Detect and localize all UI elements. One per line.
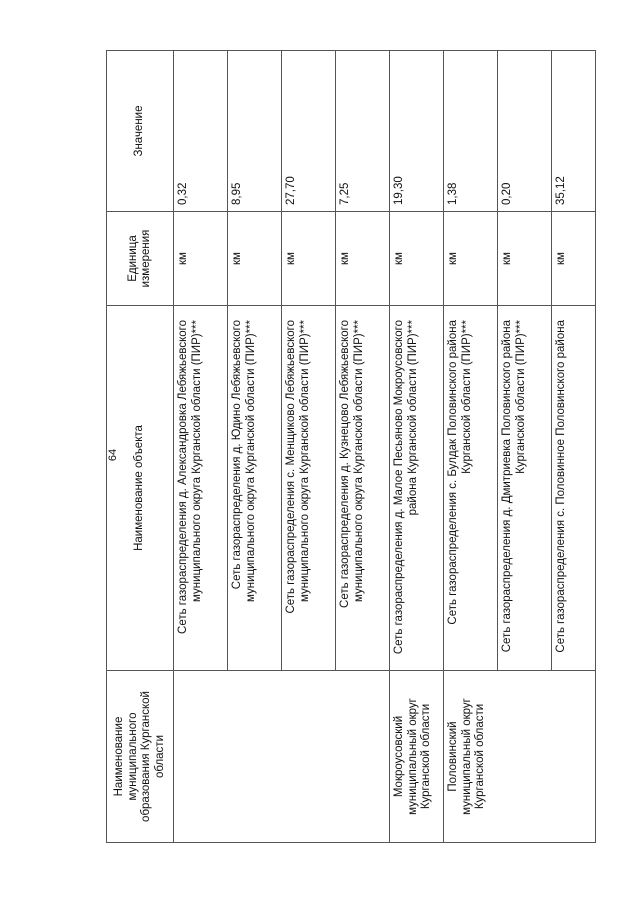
value-cell: 8,95 [228,51,282,212]
page-number: 64 [107,448,119,462]
unit-cell: км [174,212,228,306]
municipality-cell: Мокроусовский муниципальный округ Курганской области [390,671,444,843]
unit-cell: км [444,212,498,306]
header-value: Значение [107,51,174,212]
unit-cell: км [390,212,444,306]
unit-cell: км [336,212,390,306]
objects-table [106,50,596,843]
header-municipality: Наименование муниципального образования Курганской области [107,671,174,843]
unit-cell: км [282,212,336,306]
object-name-cell: Сеть газораспределения д. Александровка Лебяжьевского муниципального округа Курганской области (ПИР)*** [174,306,228,671]
object-name-cell: Сеть газораспределения с. Булдак Половинского района Курганской области (ПИР)*** [444,306,498,671]
unit-cell: км [498,212,552,306]
object-name-cell: Сеть газораспределения д. Юдино Лебяжьевского муниципального округа Курганской области (ПИР)*** [228,306,282,671]
value-cell: 35,12 [552,51,596,212]
table-row [390,51,444,843]
value-cell: 0,20 [498,51,552,212]
value-cell: 19,30 [390,51,444,212]
header-object: Наименование объекта [107,306,174,671]
object-name-cell: Сеть газораспределения д. Малое Песьяново Мокроусовского района Курганской области (ПИР)*** [390,306,444,671]
object-name-cell: Сеть газораспределения с. Половинное Половинского района [552,306,596,671]
value-cell: 7,25 [336,51,390,212]
municipality-cell: Половинский муниципальный округ Курганской области [444,671,596,843]
value-cell: 1,38 [444,51,498,212]
table-body [174,51,596,843]
object-name-cell: Сеть газораспределения д. Дмитриевка Половинского района Курганской области (ПИР)*** [498,306,552,671]
header-unit: Единица измерения [107,212,174,306]
object-name-cell: Сеть газораспределения с. Менщиково Лебяжьевского муниципального округа Курганской области (ПИР)*** [282,306,336,671]
table-row [174,51,228,843]
municipality-cell [174,671,390,843]
unit-cell: км [228,212,282,306]
value-cell: 27,70 [282,51,336,212]
table-row [444,51,498,843]
value-cell: 0,32 [174,51,228,212]
table-header-row [107,51,174,843]
object-name-cell: Сеть газораспределения д. Кузнецово Лебяжьевского муниципального округа Курганской области (ПИР)*** [336,306,390,671]
unit-cell: км [552,212,596,306]
